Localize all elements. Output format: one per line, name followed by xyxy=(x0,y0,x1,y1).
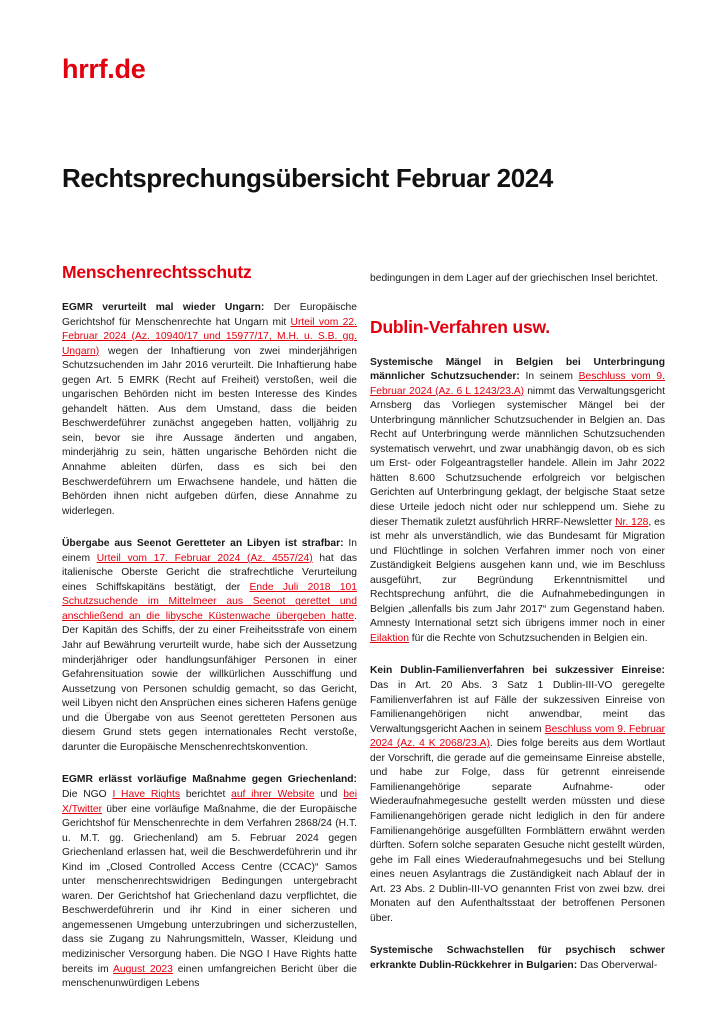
decision-link[interactable]: Beschluss vom 9. Februar 2024 (Az. 4 K 2068/23.A) xyxy=(370,723,665,750)
article-text: Die NGO xyxy=(62,788,113,800)
article-text: hat das italienische Oberste Gericht die strafrechtliche Verurteilung eines Schiffskapitäns bestätigt, der xyxy=(62,552,357,593)
article-text: Der Europäische Gerichtshof für Menschenrechte hat Ungarn mit xyxy=(62,302,357,328)
article-lead: Übergabe aus Seenot Geretteter an Libyen ist strafbar: xyxy=(62,538,344,550)
report-link[interactable]: August 2023 xyxy=(112,963,173,975)
article-egmr-ungarn xyxy=(62,301,357,519)
article-lead: EGMR erlässt vorläufige Maßnahme gegen Griechenland: xyxy=(62,774,357,786)
left-column xyxy=(62,262,357,1010)
article-text: In seinem xyxy=(519,371,579,383)
article-text: wegen der Inhaftierung von zwei minderjährigen Schutzsuchenden im Jahr 2016 verurteilt. Die Inhaftierung habe gegen Art. 5 EMRK (Recht auf Freiheit) verstoßen, weil die ungarischen Behörden nicht im besten Interesse des Kindes gehandelt hätten. Aus dem Umstand, dass die beiden Beschwerdeführer zunächst angegeben hatten, volljährig zu sein, bevor sie ihre Aussage änderten und angaben, minderjährig zu sein, hätten ungarische Behörden nicht die Annahme ableiten dürfen, dass es sich bei den Beschwerdeführern um Erwachsene handele, und hätten die Behörden ihnen nicht aufgeben dürfen, diese Annahme zu widerlegen. xyxy=(62,345,357,517)
article-text: In einem xyxy=(62,538,357,564)
urgent-action-link[interactable]: Eilaktion xyxy=(370,632,409,644)
article-text: einen umfangreichen Bericht über die menschenunwürdigen Lebens xyxy=(62,963,357,990)
judgment-link[interactable]: Urteil vom 22. Februar 2024 (Az. 10940/17 und 15977/17, M.H. u. S.B. gg. Ungarn) xyxy=(62,316,357,357)
page-title: Rechtsprechungsübersicht Februar 2024 xyxy=(62,163,553,193)
article-text: über eine vorläufige Maßnahme, die der Europäische Gerichtshof für Menschenrechte in dem Verfahren 2868/24 (H.T. u. M.T. gg. Griechenland) am 5. Februar 2024 gegen Griechenland erlassen hat, weil die Beschwerdeführerin und ihr Kind im „Closed Controlled Access Centre (CCAC)“ Samos unter menschenrechtswidrigen Bedingungen untergebracht waren. Der Gerichtshof hat Griechenland dazu verpflichtet, die Beschwerdeführerin und ihr Kind in einer sicheren und angemessenen Umgebung unterzubringen und sicherzustellen, dass sie Zugang zu Nahrungsmitteln, Wasser, Kleidung und medizinischer Versorgung haben. Die NGO I Have Rights hatte bereits im xyxy=(62,803,357,975)
decision-link[interactable]: Beschluss vom 9. Februar 2024 (Az. 6 L 1243/23.A) xyxy=(370,371,665,397)
article-text: Das Oberverwal- xyxy=(577,959,658,971)
article-text: Das in Art. 20 Abs. 3 Satz 1 Dublin-III-VO geregelte Familienverfahren ist auf Fälle der sukzessiven Einreise von Familienangehörigen nicht anwendbar, meint das Verwaltungsgericht Aachen in seinem xyxy=(370,680,665,735)
article-bulgarien xyxy=(370,944,665,973)
article-text: für die Rechte von Schutzsuchenden in Belgien ein. xyxy=(408,632,648,644)
section-heading-menschenrechtsschutz: Menschenrechtsschutz xyxy=(62,262,252,282)
article-seenot-libyen xyxy=(62,537,357,755)
article-text: . Dies folge bereits aus dem Wortlaut der Vorschrift, die gerade auf die gemeinsame Einreise abstelle, und habe zur Folge, dass für getrennt einreisende Familienangehörige separate Aufnahme- oder Wiederaufnahmegesuche gestellt werden müssten und diese Familienangehörigen gerade nicht lediglich in den für andere Familienangehörige ausgefüllten Formblättern erwähnt werden dürften. Sofern solche separaten Gesuche nicht gestellt würden, gehe im Fall eines Wiederaufnahmegesuchs und bei Stellung eines neuen Asylantrags die Zuständigkeit nach Ablauf der in Art. 23 Abs. 2 Dublin-III-VO genannten Frist von zwei bzw. drei Monaten auf den Aufenthaltsstaat der betroffenen Personen über. xyxy=(370,738,665,924)
site-logo[interactable]: hrrf.de xyxy=(62,54,146,84)
right-column xyxy=(370,272,665,991)
article-text: , es ist mehr als unverständlich, wie das Bundesamt für Migration und Flüchtlinge in solchen Verfahren immer noch von einer Zuständigkeit Belgiens ausgehen kann und, wie im Beschluss ausgeführt, zur Begründung Erkenntnismittel und Rechtsprechung anführt, die die Aufnahmebedingungen in Belgien „allenfalls bis zum Jahr 2017“ zum Gegenstand haben. Amnesty International setzt sich übrigens immer noch in einer xyxy=(370,516,665,630)
article-lead: EGMR verurteilt mal wieder Ungarn: xyxy=(62,302,265,313)
article-text: berichtet xyxy=(180,788,232,800)
ngo-link[interactable]: I Have Rights xyxy=(112,788,181,800)
article-lead: Kein Dublin-Familienverfahren bei sukzessiver Einreise: xyxy=(370,665,665,677)
article-belgien xyxy=(370,356,665,647)
rescue-report-link[interactable]: Ende Juli 2018 101 Schutzsuchende im Mittelmeer aus Seenot gerettet und anschließend an die libysche Küstenwache übergeben hatte xyxy=(62,581,357,622)
article-familienverfahren xyxy=(370,664,665,926)
article-text: . Der Kapitän des Schiffs, der zu einer Freiheitsstrafe von einem Jahr auf Bewährung verurteilt wurde, habe sich der Aussetzung minderjähriger oder handlungsunfähiger Personen in einer Gefahrensituation sowie der willkürlichen Ausschiffung und Aussetzung von Personen schuldig gemacht, so das Gericht, weil Libyen nicht den Ansprüchen eines sicheren Hafens genüge und die Übergabe von aus Seenot geretteten Personen aus diesem Grund stets gegen internationales Recht verstoße, darunter die Europäische Menschenrechtskonvention. xyxy=(62,610,357,753)
article-lead: Systemische Mängel in Belgien bei Unterbringung männlicher Schutzsuchender: xyxy=(370,356,665,383)
judgment-link[interactable]: Urteil vom 17. Februar 2024 (Az. 4557/24) xyxy=(96,552,313,564)
section-heading-dublin: Dublin-Verfahren usw. xyxy=(370,316,550,337)
newsletter-link[interactable]: Nr. 128 xyxy=(615,516,649,528)
article-egmr-griechenland xyxy=(62,773,357,991)
website-link[interactable]: auf ihrer Website xyxy=(231,788,315,800)
article-text: nimmt das Verwaltungsgericht Arnsberg das Vorliegen systemischer Mängel bei der Unterbringung männlicher Schutzsuchender in Belgien an. Das Recht auf Unterbringung werde männlichen Schutzsuchenden systematisch verwehrt, und zwar unabhängig davon, ob es sich um Erst- oder Folgeantragsteller handele. Allein im Jahr 2022 hätten 8.600 Schutzsuchende erfolgreich vor belgischen Gerichten auf Unterbringung geklagt, der belgische Staat setze diese Urteile jedoch nicht oder nur schleppend um. Siehe zu dieser Thematik zuletzt ausführlich HRRF-Newsletter xyxy=(370,385,665,528)
article-text: und xyxy=(314,788,344,800)
twitter-link[interactable]: bei X/Twitter xyxy=(62,788,358,815)
article-lead: Systemische Schwachstellen für psychisch schwer erkrankte Dublin-Rückkehrer in Bulgarien: xyxy=(370,945,665,971)
article-continuation: bedingungen in dem Lager auf der griechischen Insel berichtet. xyxy=(370,273,658,284)
